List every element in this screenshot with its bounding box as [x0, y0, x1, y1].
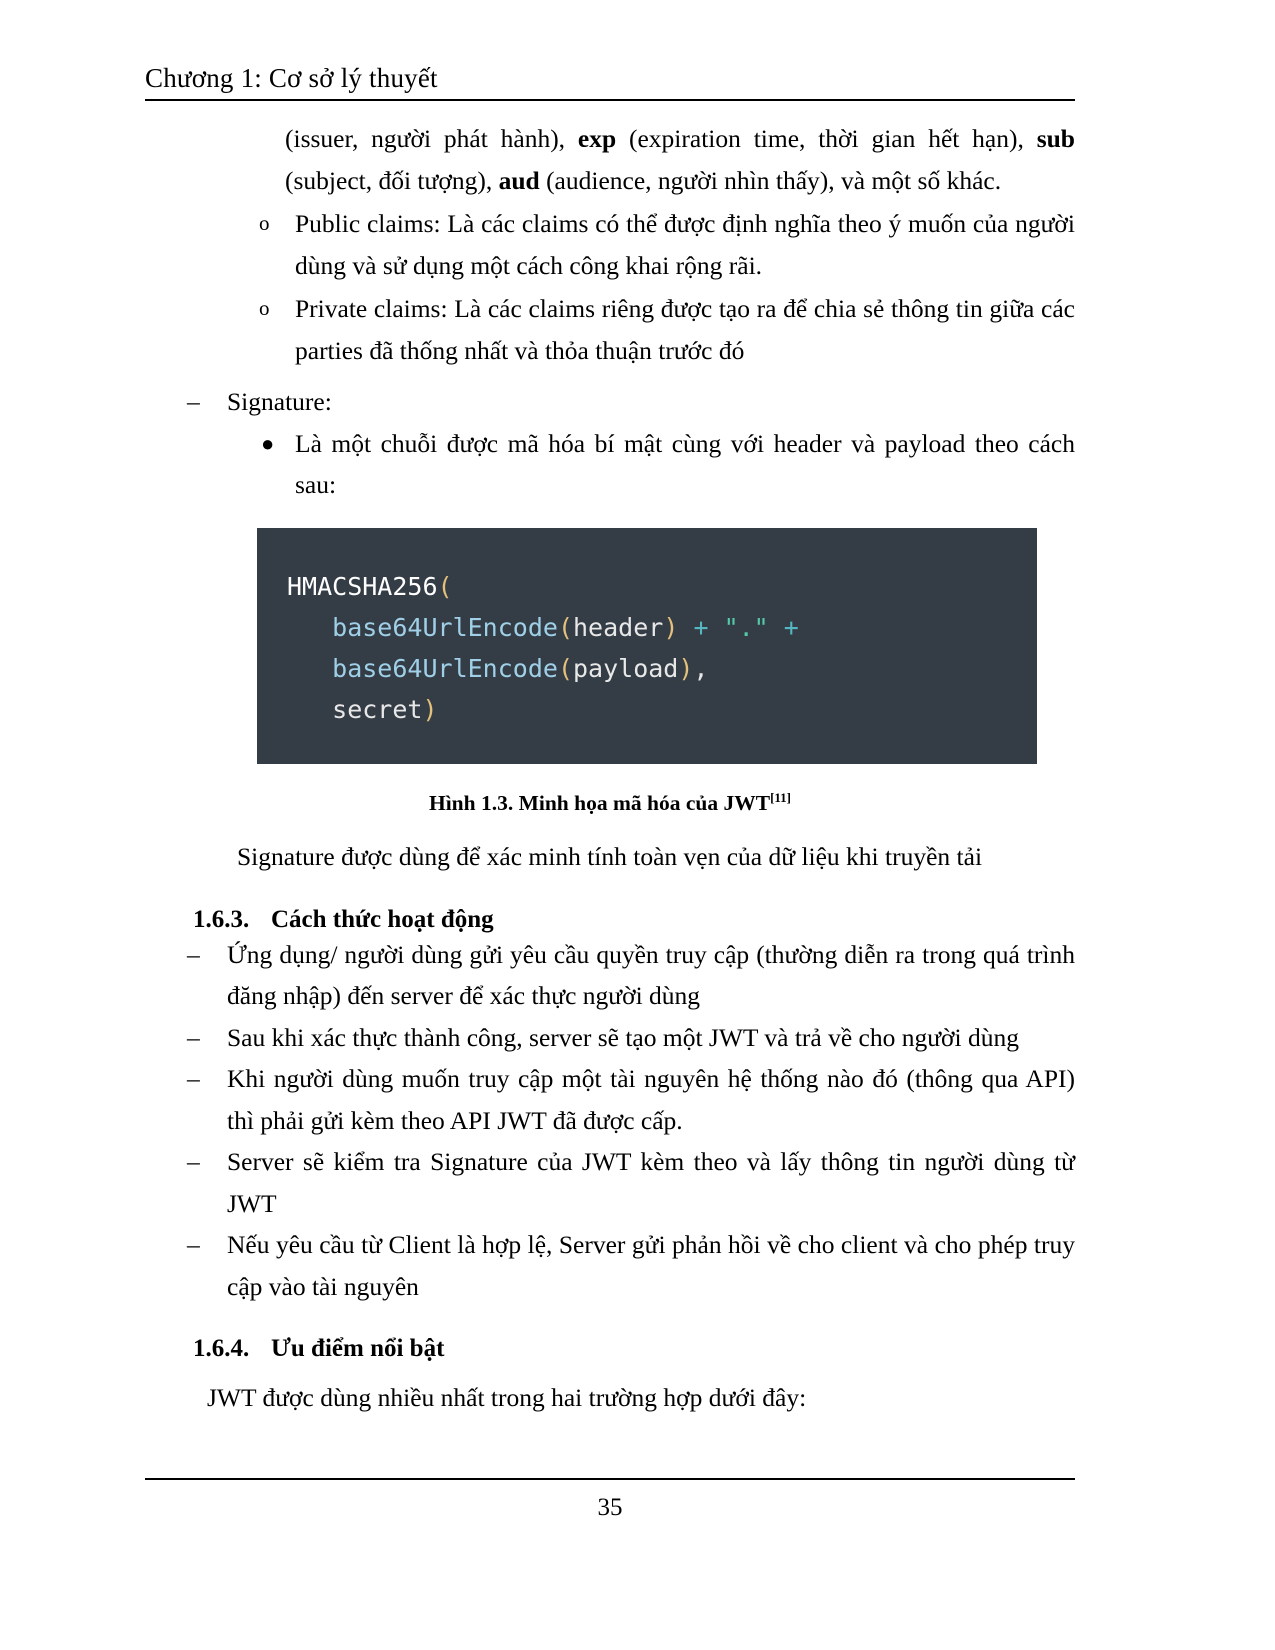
- claim-aud-bold: aud: [498, 165, 540, 195]
- private-claims-text: Private claims: Là các claims riêng được tạo ra để chia sẻ thông tin giữa các parties đã thống nhất và thỏa thuận trước đó: [295, 294, 1075, 365]
- claims-text-part2: (expiration time, thời gian hết hạn),: [616, 124, 1037, 153]
- code-line: [257, 689, 1037, 730]
- circle-marker-icon: o: [259, 296, 270, 320]
- list-item: [185, 1141, 1075, 1224]
- dash-marker-icon: –: [187, 1064, 200, 1094]
- figure-1-3: [145, 528, 1075, 817]
- code-token: ".": [723, 612, 769, 642]
- dash-marker-icon: –: [187, 1230, 200, 1260]
- advantages-lead-paragraph: JWT được dùng nhiều nhất trong hai trường hợp dưới đây:: [207, 1383, 807, 1413]
- claims-sublist: [145, 203, 1075, 371]
- claim-exp-bold: exp: [577, 124, 617, 153]
- code-token: [287, 654, 332, 683]
- how-it-works-list: [145, 934, 1075, 1308]
- list-item: [185, 1058, 1075, 1141]
- list-item: [185, 381, 1075, 423]
- heading-text: Cách thức hoạt động: [271, 905, 494, 933]
- heading-number: 1.6.3.: [193, 905, 250, 933]
- code-token: ): [663, 612, 679, 642]
- running-header-title: Chương 1: Cơ sở lý thuyết: [145, 63, 438, 93]
- code-token: base64UrlEncode: [332, 653, 558, 683]
- heading-1-6-3: [193, 906, 1075, 934]
- list-item: [185, 1017, 1075, 1059]
- registered-claims-paragraph: [285, 118, 1075, 201]
- signature-detail-text: Là một chuỗi được mã hóa bí mật cùng với header và payload theo cách sau:: [295, 428, 1075, 499]
- claims-text-part3: (subject, đối tượng),: [285, 165, 499, 195]
- code-line: [257, 607, 1037, 648]
- heading-text: Ưu điểm nổi bật: [271, 1335, 445, 1363]
- how-it-works-item-3: Khi người dùng muốn truy cập một tài nguyên hệ thống nào đó (thông qua API) thì phải gửi kèm theo API JWT đã được cấp.: [227, 1064, 1075, 1135]
- code-line: [257, 648, 1037, 689]
- code-token: base64UrlEncode: [332, 612, 558, 642]
- code-token: (: [437, 571, 453, 601]
- how-it-works-item-2: Sau khi xác thực thành công, server sẽ tạo một JWT và trả về cho người dùng: [227, 1022, 1019, 1052]
- code-token: secret: [332, 694, 423, 724]
- code-token: ): [422, 694, 438, 724]
- page-number: 35: [597, 1494, 623, 1521]
- code-snippet-block: [257, 528, 1037, 764]
- code-token: ,: [693, 653, 709, 683]
- dash-marker-icon: –: [187, 387, 200, 416]
- heading-number: 1.6.4.: [193, 1335, 250, 1363]
- code-token: [769, 613, 784, 642]
- code-token: HMACSHA256: [287, 571, 438, 601]
- claims-text-part1: (issuer, người phát hành),: [285, 124, 578, 153]
- dash-marker-icon: –: [187, 939, 200, 969]
- code-line: [257, 566, 1037, 607]
- dash-marker-icon: –: [187, 1147, 200, 1177]
- list-item: [185, 1224, 1075, 1307]
- code-token: header: [573, 612, 664, 642]
- code-token: ): [678, 653, 694, 683]
- code-token: [709, 613, 724, 642]
- signature-note-paragraph: Signature được dùng để xác minh tính toàn vẹn của dữ liệu khi truyền tải: [237, 842, 983, 872]
- header-divider: [145, 99, 1075, 101]
- signature-label: Signature:: [227, 387, 332, 416]
- how-it-works-item-5: Nếu yêu cầu từ Client là hợp lệ, Server gửi phản hồi về cho client và cho phép truy cập vào tài nguyên: [227, 1230, 1075, 1301]
- code-token: +: [693, 612, 709, 642]
- public-claims-text: Public claims: Là các claims có thể được định nghĩa theo ý muốn của người dùng và sử dụng một cách công khai rộng rãi.: [295, 209, 1075, 280]
- dash-marker-icon: –: [187, 1022, 200, 1052]
- figure-caption: [145, 790, 1075, 817]
- list-item: [255, 203, 1075, 286]
- footer-divider: [145, 1478, 1075, 1480]
- code-token: (: [557, 653, 573, 683]
- figure-caption-text: Hình 1.3. Minh họa mã hóa của JWT: [428, 790, 771, 815]
- how-it-works-item-4: Server sẽ kiểm tra Signature của JWT kèm theo và lấy thông tin người dùng từ JWT: [227, 1147, 1075, 1218]
- code-token: [287, 613, 332, 642]
- signature-detail-list: [145, 423, 1075, 506]
- claims-text-part4: (audience, người nhìn thấy), và một số khác.: [539, 165, 1002, 195]
- how-it-works-item-1: Ứng dụng/ người dùng gửi yêu cầu quyền truy cập (thường diễn ra trong quá trình đăng nhập) đến server để xác thực người dùng: [227, 939, 1075, 1011]
- code-token: [678, 613, 693, 642]
- page-header: [145, 62, 1075, 101]
- code-token: +: [783, 612, 799, 642]
- page-footer: [145, 1478, 1075, 1522]
- page-content: [145, 118, 1075, 1419]
- code-token: (: [557, 612, 573, 642]
- signature-list: [145, 381, 1075, 423]
- list-item: [185, 934, 1075, 1017]
- claim-sub-bold: sub: [1036, 124, 1075, 153]
- figure-caption-reference: [11]: [770, 789, 792, 805]
- heading-1-6-4: [193, 1335, 1075, 1363]
- list-item: [255, 423, 1075, 506]
- code-token: payload: [573, 653, 679, 683]
- circle-marker-icon: o: [259, 211, 270, 235]
- bullet-marker-icon: ●: [261, 430, 275, 456]
- list-item: [255, 288, 1075, 371]
- code-token: [287, 695, 332, 724]
